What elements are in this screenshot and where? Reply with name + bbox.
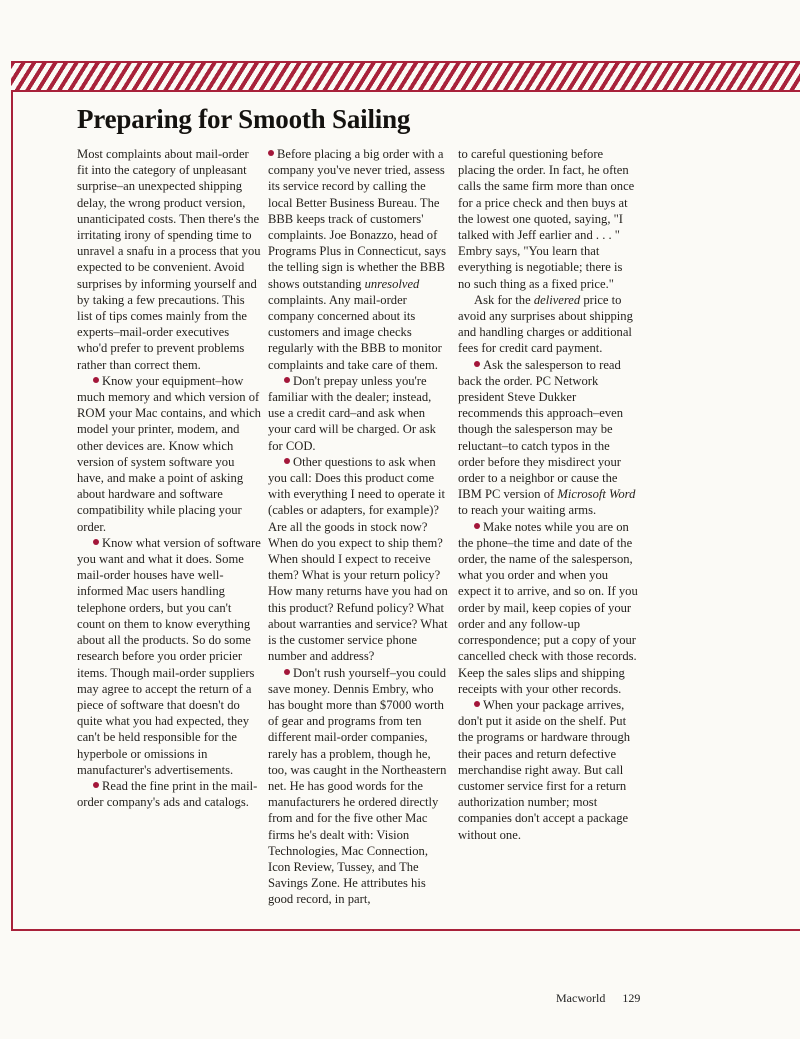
body-text: price to avoid any surprises about shipping and handling charges or additional fees for credit card payment. [458, 292, 633, 356]
bullet-icon [284, 458, 290, 464]
bullet-icon [268, 150, 274, 156]
body-text: Before placing a big order with a company you've never tried, assess its service record by calling the local Better Business Bureau. The BBB keeps track of customers' complaints. Joe Bonazzo, head of Programs Plus in Connecticut, says the telling sign is whether the BBB shows outstanding [268, 147, 447, 291]
paragraph [268, 373, 451, 454]
column-2 [268, 146, 451, 908]
body-text: Know your equipment–how much memory and which version of ROM your Mac contains, and which model your printer, modem, and other devices are. Know which version of system software you have, and make a point of asking about hardware and software compatibility while placing your order. [77, 373, 261, 534]
paragraph [268, 454, 451, 665]
column-3 [458, 146, 638, 843]
body-text: Read the fine print in the mail-order company's ads and catalogs. [77, 778, 258, 810]
body-text: complaints. Any mail-order company concerned about its customers and image checks regularly with the BBB to monitor complaints and take care of them. [268, 292, 442, 372]
body-text: When your package arrives, don't put it aside on the shelf. Put the programs or hardware through their paces and return defective merchandise right away. But call customer service first for a return authorization number; most companies don't accept a package without one. [458, 697, 631, 842]
bullet-icon [284, 669, 290, 675]
paragraph [268, 665, 451, 908]
body-text: Other questions to ask when you call: Does this product come with everything I need to operate it (cables or adapters, for example)? Are all the goods in stock now? When do you expect to ship them? When should I expect to receive them? What is your return policy? How many returns have you had on this product? Refund policy? What about warranties and service? What is the customer service phone number and address? [268, 454, 448, 664]
article-title: Preparing for Smooth Sailing [77, 104, 411, 134]
paragraph [458, 357, 638, 519]
bullet-icon [93, 539, 99, 545]
bullet-icon [474, 701, 480, 707]
body-text: Most complaints about mail-order fit into the category of unpleasant surprise–an unexpected shipping delay, the wrong product version, unanticipated costs. Then there's the irritating irony of spending time to unravel a snafu in a process that you expected to be convenient. Avoid surprises by informing yourself and by taking a few precautions. This list of tips comes mainly from the experts–mail-order executives who'd prefer to prevent problems rather than correct them. [77, 147, 261, 372]
body-text: Know what version of software you want and what it does. Some mail-order houses have well-informed Mac users handling telephone orders, but you can't count on them to know everything about all the products. So do some research before you order pricier items. Though mail-order suppliers may agree to accept the return of a piece of software that doesn't do quite what you had expected, they can't be held responsible for the hyperbole or omissions in manufacturer's advertisements. [77, 535, 261, 777]
paragraph [268, 146, 451, 373]
emphasis-text: unresolved [364, 276, 420, 291]
body-text: Don't rush yourself–you could save money. Dennis Embry, who has bought more than $7000 worth of gear and programs from ten different mail-order companies, rarely has a problem, though he, too, was caught in the Northeastern net. He has good words for the manufacturers he ordered directly from and for the five other Mac firms he's dealt with: Vision Technologies, Mac Connection, Icon Review, Tussey, and The Savings Zone. He attributes his good record, in part, [268, 665, 447, 907]
page-number: 129 [622, 991, 641, 1005]
paragraph [77, 535, 261, 778]
emphasis-text: Microsoft Word [557, 487, 636, 502]
body-text: to reach your waiting arms. [458, 503, 597, 518]
magazine-name: Macworld [556, 991, 606, 1005]
bullet-icon [474, 361, 480, 367]
paragraph [458, 697, 638, 843]
paragraph [458, 146, 638, 292]
body-text: Ask the salesperson to read back the order. PC Network president Steve Dukker recommends this approach–even though the salesperson may be reluctant–to catch typos in the order before they misdirect your order to a neighbor or cause the IBM PC version of [458, 357, 624, 502]
bullet-icon [284, 377, 290, 383]
paragraph [77, 778, 261, 810]
bullet-icon [474, 523, 480, 529]
body-text: Ask for the [474, 292, 534, 307]
page-footer [556, 991, 640, 1006]
body-text: Make notes while you are on the phone–the time and date of the order, the name of the salesperson, what you order and when you expect it to arrive, and so on. If you order by mail, keep copies of your order and any follow-up correspondence; put a copy of your cancelled check with those records. Keep the sales slips and shipping receipts with your other records. [458, 519, 638, 696]
emphasis-text: delivered [533, 292, 581, 307]
paragraph [77, 373, 261, 535]
bullet-icon [93, 377, 99, 383]
body-text: to careful questioning before placing the order. In fact, he often calls the same firm more than once for a price check and then buys at the lowest one quoted, saying, "I talked with Jeff earlier and . . . " Embry says, "You learn that everything is negotiable; there is no such thing as a fixed price." [458, 147, 635, 291]
body-text: Don't prepay unless you're familiar with the dealer; instead, use a credit card–and ask when your card will be charged. Or ask for COD. [268, 373, 436, 453]
paragraph [77, 146, 261, 373]
hatched-header-band [11, 61, 800, 92]
paragraph [458, 292, 638, 357]
column-1 [77, 146, 261, 810]
bullet-icon [93, 782, 99, 788]
paragraph [458, 519, 638, 697]
